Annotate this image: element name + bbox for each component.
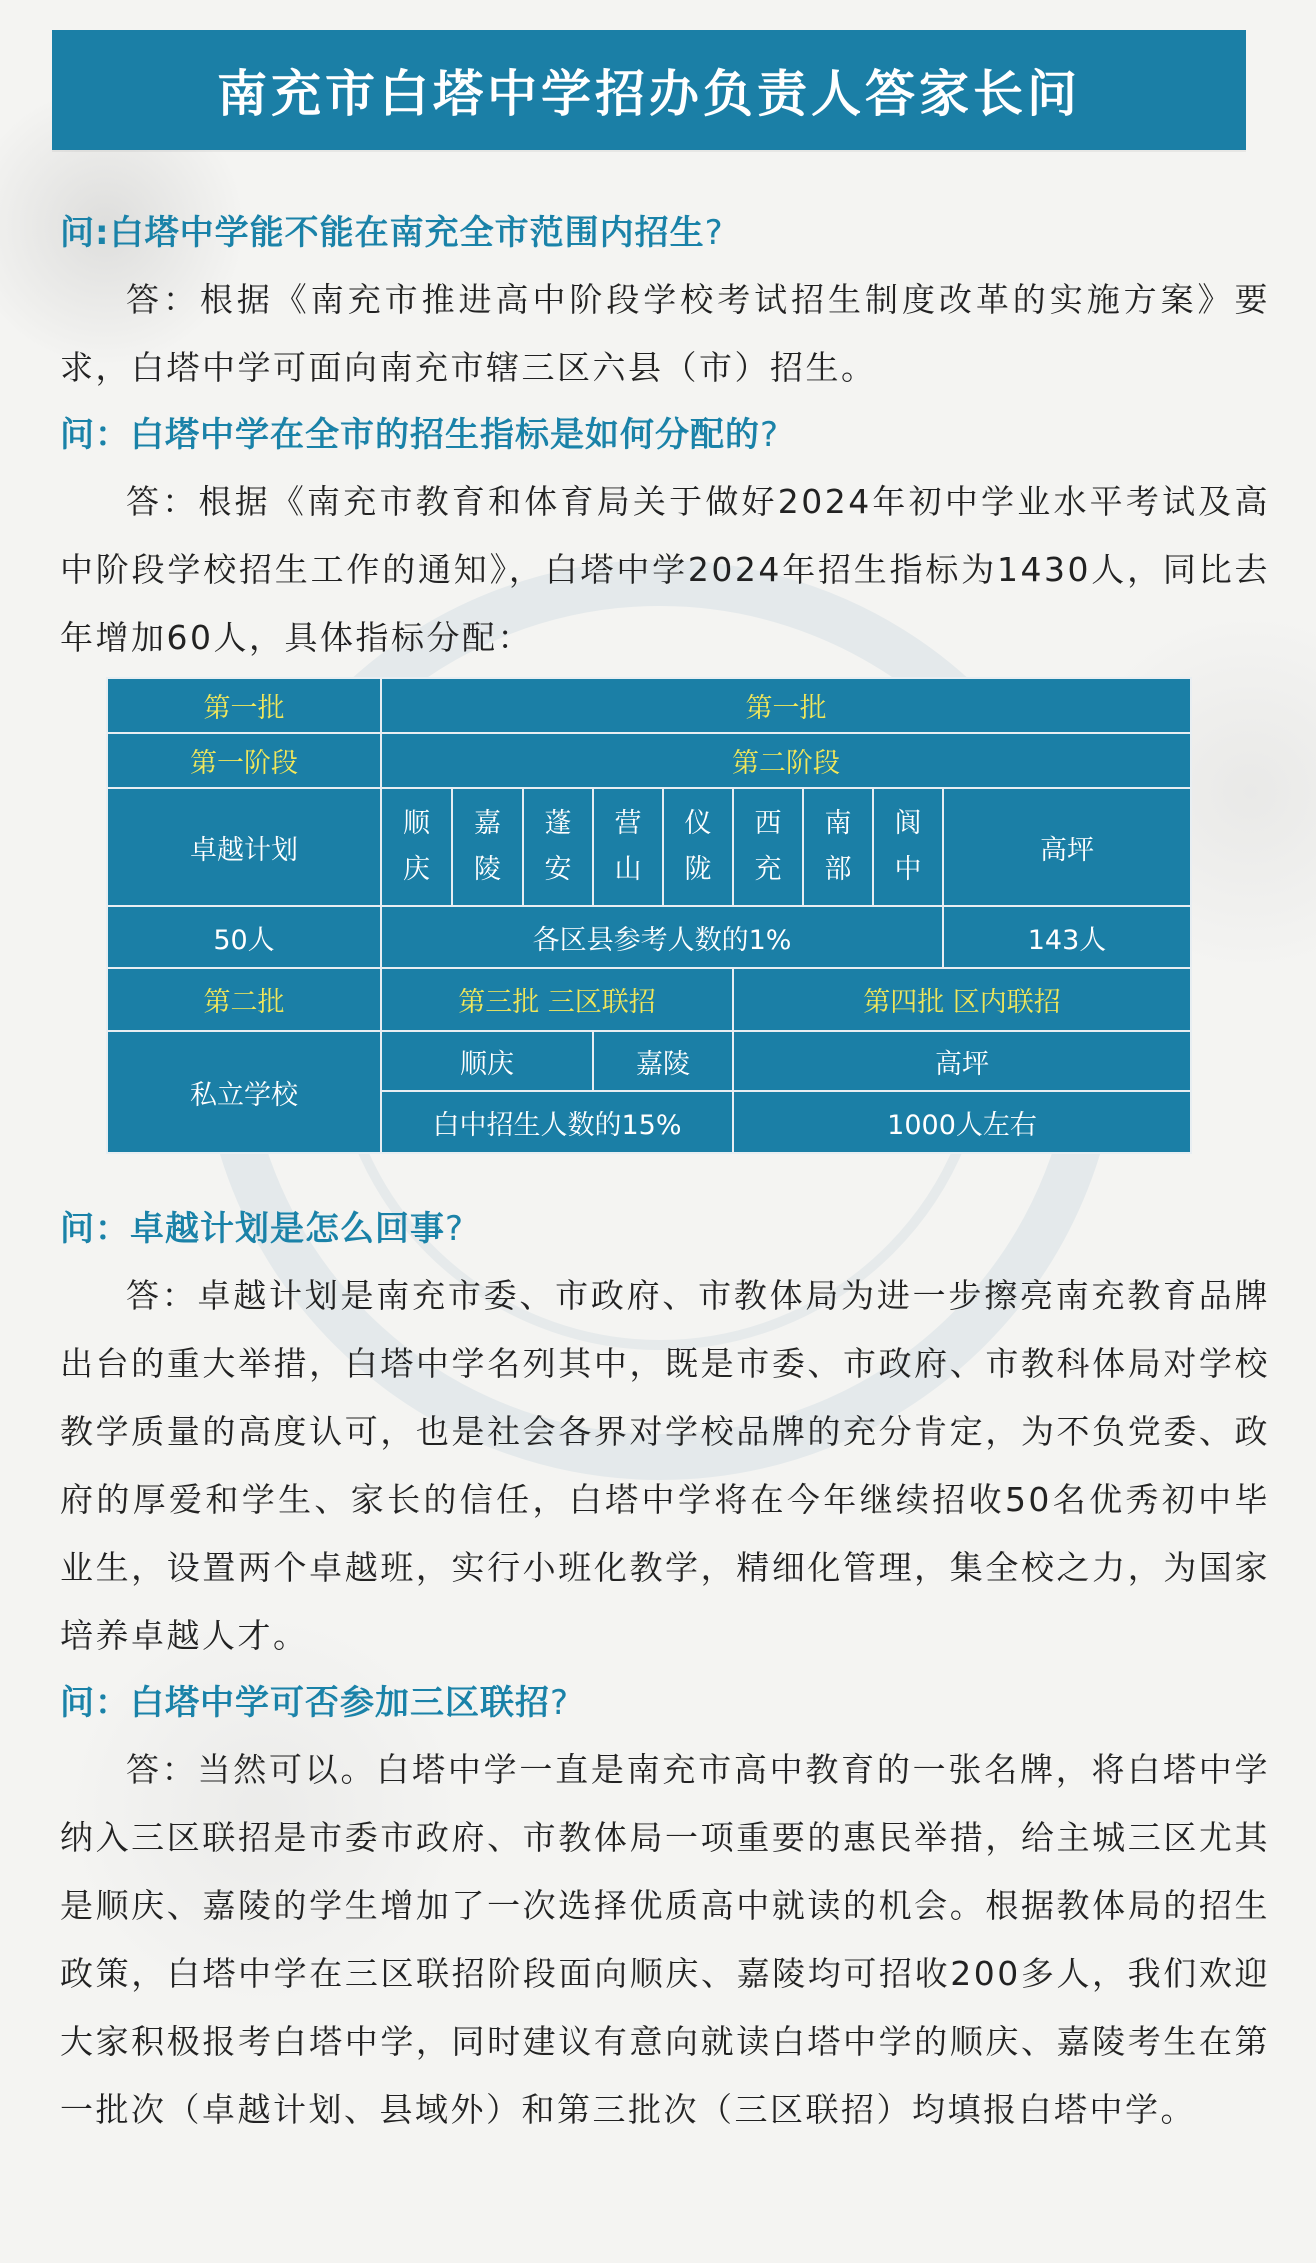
- question-3: [60, 1196, 1270, 1262]
- question-mark: ?: [704, 213, 724, 253]
- county-label: 营山: [614, 808, 642, 885]
- answer-1: 答：根据《南充市推进高中阶段学校考试招生制度改革的实施方案》要求，白塔中学可面向南充市辖三区六县（市）招生。: [60, 280, 1270, 387]
- county-label: 西充: [754, 808, 782, 885]
- table-cell: 高坪: [943, 788, 1191, 906]
- table-cell: [663, 788, 733, 906]
- qa-content: [60, 200, 1270, 672]
- table-cell: 第四批 区内联招: [733, 968, 1191, 1031]
- table-cell: 第一批: [381, 678, 1191, 733]
- table-cell: 1000人左右: [733, 1091, 1191, 1153]
- title-banner: [52, 30, 1246, 150]
- table-row: [107, 788, 1191, 906]
- question-2-text: 问：白塔中学在全市的招生指标是如何分配的: [60, 415, 760, 455]
- table-cell: 私立学校: [107, 1031, 381, 1153]
- table-cell: 高坪: [733, 1031, 1191, 1091]
- quota-table: [106, 677, 1192, 1154]
- table-row: [107, 678, 1191, 733]
- table-row: [107, 733, 1191, 788]
- question-mark: ?: [445, 1209, 465, 1249]
- table-cell: 白中招生人数的15%: [381, 1091, 733, 1153]
- question-1: [60, 200, 1270, 266]
- question-4-text: 问：白塔中学可否参加三区联招: [60, 1683, 550, 1723]
- table-cell: 第一批: [107, 678, 381, 733]
- county-label: 嘉陵: [474, 808, 501, 885]
- table-cell: 嘉陵: [593, 1031, 733, 1091]
- table-cell: [452, 788, 523, 906]
- table-row: [107, 1031, 1191, 1091]
- question-mark: ?: [550, 1683, 570, 1723]
- answer-3: 答：卓越计划是南充市委、市政府、市教体局为进一步擦亮南充教育品牌出台的重大举措，白塔中学名列其中，既是市委、市政府、市教科体局对学校教学质量的高度认可，也是社会各界对学校品牌的充分肯定，为不负党委、政府的厚爱和学生、家长的信任，白塔中学将在今年继续招收50名优秀初中毕业生，设置两个卓越班，实行小班化教学，精细化管理，集全校之力，为国家培养卓越人才。: [60, 1276, 1270, 1655]
- answer-2: 答：根据《南充市教育和体育局关于做好2024年初中学业水平考试及高中阶段学校招生工作的通知》，白塔中学2024年招生指标为1430人，同比去年增加60人，具体指标分配：: [60, 482, 1270, 657]
- table-row: [107, 906, 1191, 968]
- county-label: 南部: [824, 808, 852, 885]
- table-cell: 各区县参考人数的1%: [381, 906, 943, 968]
- table-cell: 143人: [943, 906, 1191, 968]
- table-cell: 50人: [107, 906, 381, 968]
- table-cell: 卓越计划: [107, 788, 381, 906]
- county-label: 顺庆: [403, 808, 430, 885]
- table-cell: [593, 788, 663, 906]
- table-cell: [873, 788, 943, 906]
- question-2: [60, 402, 1270, 468]
- table-cell: [523, 788, 593, 906]
- table-cell: [733, 788, 803, 906]
- qa-content-lower: [60, 1196, 1270, 2144]
- table-cell: [381, 788, 452, 906]
- table-cell: 顺庆: [381, 1031, 593, 1091]
- question-1-text: 问:白塔中学能不能在南充全市范围内招生: [60, 213, 705, 253]
- county-label: 仪陇: [684, 808, 712, 885]
- table-cell: 第一阶段: [107, 733, 381, 788]
- question-mark: ?: [760, 415, 780, 455]
- table-row: [107, 968, 1191, 1031]
- page-title: 南充市白塔中学招办负责人答家长问: [217, 65, 1081, 123]
- table-cell: 第二阶段: [381, 733, 1191, 788]
- county-label: 蓬安: [544, 808, 572, 885]
- table-cell: 第二批: [107, 968, 381, 1031]
- table-cell: [803, 788, 873, 906]
- county-label: 阆中: [894, 808, 922, 885]
- question-3-text: 问：卓越计划是怎么回事: [60, 1209, 445, 1249]
- answer-4: 答：当然可以。白塔中学一直是南充市高中教育的一张名牌，将白塔中学纳入三区联招是市委市政府、市教体局一项重要的惠民举措，给主城三区尤其是顺庆、嘉陵的学生增加了一次选择优质高中就读的机会。根据教体局的招生政策，白塔中学在三区联招阶段面向顺庆、嘉陵均可招收200多人，我们欢迎大家积极报考白塔中学，同时建议有意向就读白塔中学的顺庆、嘉陵考生在第一批次（卓越计划、县域外）和第三批次（三区联招）均填报白塔中学。: [60, 1750, 1270, 2129]
- table-cell: 第三批 三区联招: [381, 968, 733, 1031]
- quota-table-wrapper: [106, 677, 1190, 1154]
- question-4: [60, 1670, 1270, 1736]
